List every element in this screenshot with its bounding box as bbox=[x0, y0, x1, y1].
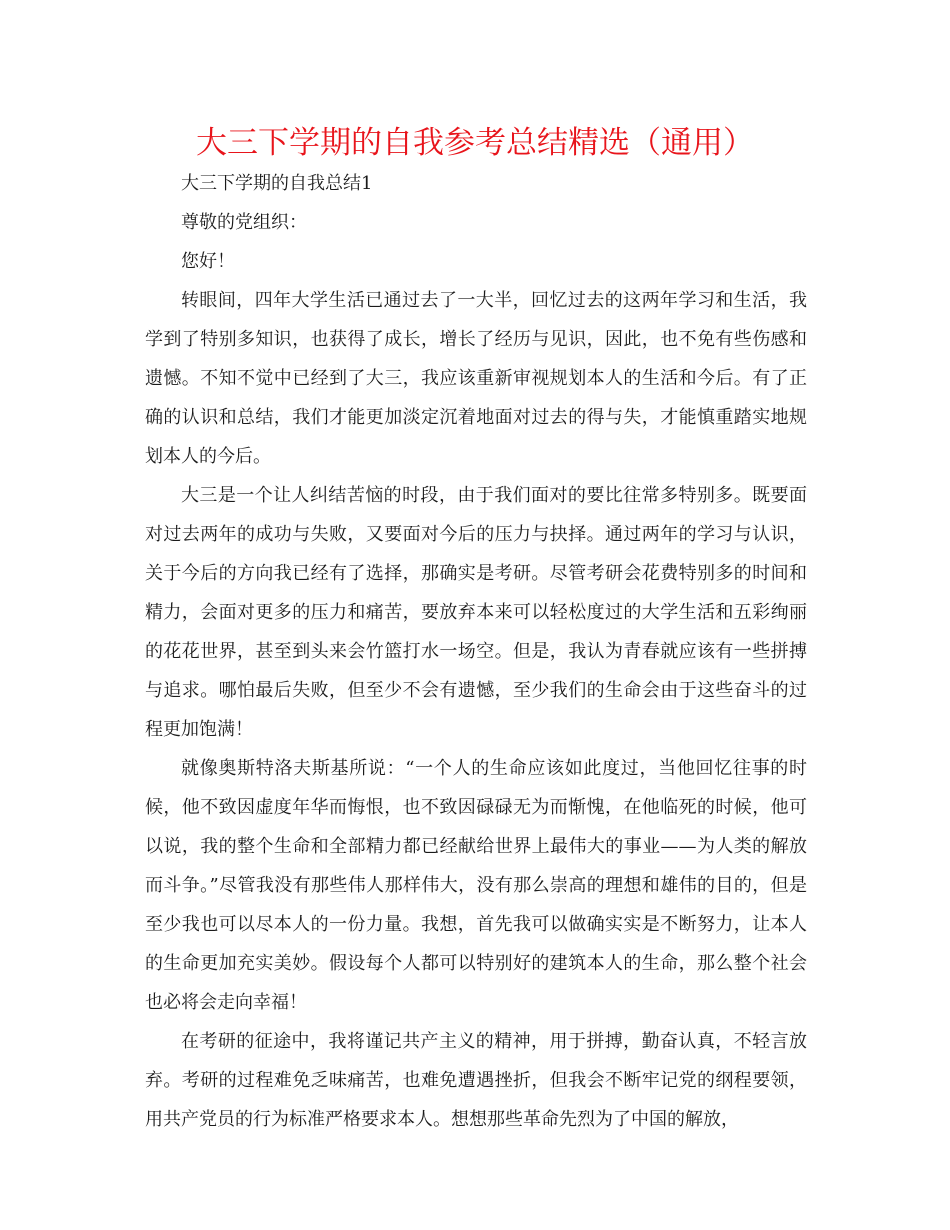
paragraph-3: 就像奥斯特洛夫斯基所说：“一个人的生命应该如此度过，当他回忆往事的时候，他不致因虚度年华而悔恨，也不致因碌碌无为而惭愧，在他临死的时候，他可以说，我的整个生命和全部精力都已经献给世界上最伟大的事业——为人类的解放而斗争。”尽管我没有那些伟人那样伟大，没有那么崇高的理想和雄伟的目的，但是至少我也可以尽本人的一份力量。我想，首先我可以做确实实是不断努力，让本人的生命更加充实美妙。假设每个人都可以特别好的建筑本人的生命，那么整个社会也必将会走向幸福！ bbox=[145, 758, 807, 1013]
document-title: 大三下学期的自我参考总结精选（通用） bbox=[196, 125, 754, 161]
paragraph-1: 转眼间，四年大学生活已通过去了一大半，回忆过去的这两年学习和生活，我学到了特别多知识，也获得了成长，增长了经历与见识，因此，也不免有些伤感和遗憾。不知不觉中已经到了大三，我应该重新审视规划本人的生活和今后。有了正确的认识和总结，我们才能更加淡定沉着地面对过去的得与失，才能慎重踏实地规划本人的今后。 bbox=[145, 290, 807, 467]
salutation: 尊敬的党组织： bbox=[181, 212, 307, 233]
greeting: 您好！ bbox=[181, 251, 235, 272]
document-body bbox=[145, 164, 807, 1139]
paragraph-4: 在考研的征途中，我将谨记共产主义的精神，用于拼搏，勤奋认真，不轻言放弃。考研的过程难免乏味痛苦，也难免遭遇挫折，但我会不断牢记党的纲程要领，用共产党员的行为标准严格要求本人。想想那些革命先烈为了中国的解放， bbox=[145, 1031, 807, 1130]
document-subtitle: 大三下学期的自我总结1 bbox=[181, 173, 373, 194]
paragraph-2: 大三是一个让人纠结苦恼的时段，由于我们面对的要比往常多特别多。既要面对过去两年的成功与失败，又要面对今后的压力与抉择。通过两年的学习与认识，关于今后的方向我已经有了选择，那确实是考研。尽管考研会花费特别多的时间和精力，会面对更多的压力和痛苦，要放弃本来可以轻松度过的大学生活和五彩绚丽的花花世界，甚至到头来会竹篮打水一场空。但是，我认为青春就应该有一些拼搏与追求。哪怕最后失败，但至少不会有遗憾，至少我们的生命会由于这些奋斗的过程更加饱满！ bbox=[145, 485, 807, 740]
